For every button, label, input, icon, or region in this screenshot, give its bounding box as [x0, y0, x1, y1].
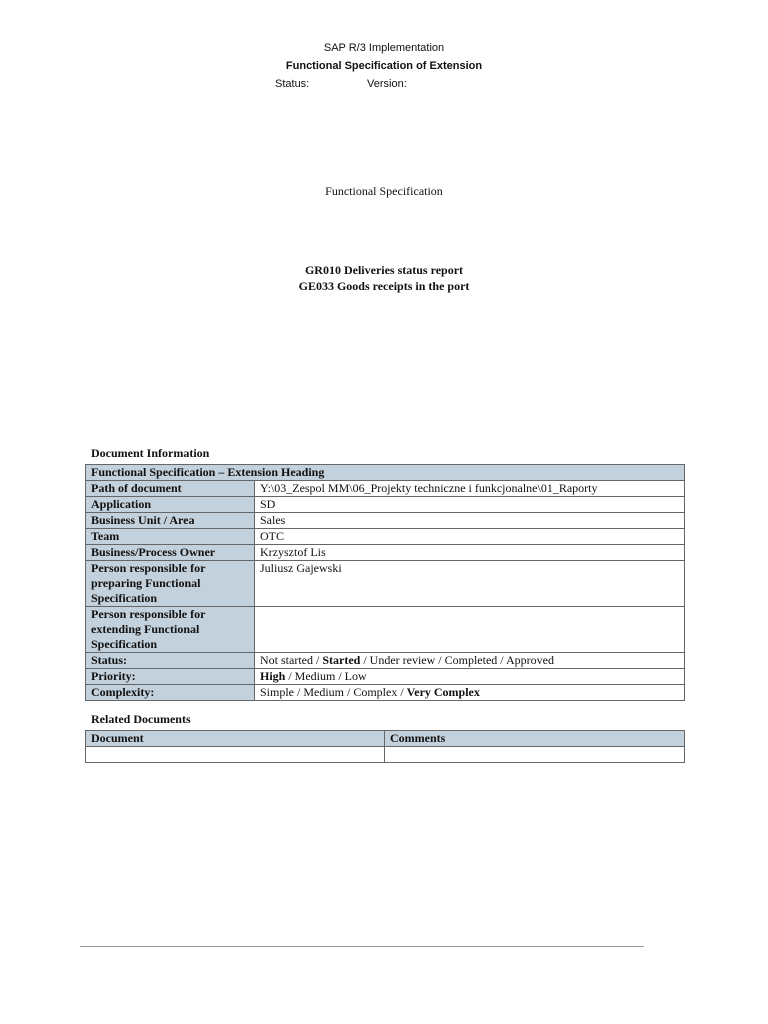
row-key: Business Unit / Area: [86, 513, 255, 529]
row-value: SD: [255, 497, 685, 513]
table-heading: Functional Specification – Extension Heading: [86, 465, 685, 481]
table-cell: [385, 747, 685, 763]
table-header-row: [86, 731, 685, 747]
complexity-options: Simple / Medium / Complex / Very Complex: [255, 685, 685, 701]
row-value: [255, 607, 685, 653]
footer-divider: [80, 946, 644, 947]
column-header-comments: Comments: [385, 731, 685, 747]
table-row: [86, 561, 685, 607]
row-value: OTC: [255, 529, 685, 545]
table-heading-row: [86, 465, 685, 481]
row-value: Juliusz Gajewski: [255, 561, 685, 607]
status-label: Status:: [275, 78, 310, 90]
table-row: [86, 513, 685, 529]
document-information-label: Document Information: [91, 446, 210, 460]
row-key: Status:: [86, 653, 255, 669]
related-documents-label: Related Documents: [91, 712, 191, 726]
selected-complexity: Very Complex: [406, 685, 480, 699]
table-row-status: [86, 653, 685, 669]
version-label: Version:: [367, 78, 407, 90]
related-documents-table: [85, 730, 685, 763]
header-doc-type: Functional Specification of Extension: [285, 60, 483, 72]
table-cell: [86, 747, 385, 763]
table-row: [86, 747, 685, 763]
row-key: Priority:: [86, 669, 255, 685]
table-row: [86, 607, 685, 653]
table-row: [86, 481, 685, 497]
row-key: Complexity:: [86, 685, 255, 701]
subtitle-2: GE033 Goods receipts in the port: [298, 279, 470, 293]
row-key: Team: [86, 529, 255, 545]
subtitle-1: GR010 Deliveries status report: [304, 263, 464, 277]
row-key: Application: [86, 497, 255, 513]
document-information-table: [85, 464, 685, 701]
row-value: Sales: [255, 513, 685, 529]
header-project: SAP R/3 Implementation: [323, 42, 445, 54]
row-key: Business/Process Owner: [86, 545, 255, 561]
table-row-priority: [86, 669, 685, 685]
selected-status: Started: [322, 653, 361, 667]
row-key: Person responsible for preparing Functional Specification: [86, 561, 255, 607]
selected-priority: High: [260, 669, 286, 683]
table-row: [86, 497, 685, 513]
table-row: [86, 545, 685, 561]
row-value: Krzysztof Lis: [255, 545, 685, 561]
status-options: Not started / Started / Under review / Completed / Approved: [255, 653, 685, 669]
table-row-complexity: [86, 685, 685, 701]
page-title: Functional Specification: [325, 184, 443, 198]
table-row: [86, 529, 685, 545]
row-key: Path of document: [86, 481, 255, 497]
row-value: Y:\03_Zespol MM\06_Projekty techniczne i funkcjonalne\01_Raporty: [255, 481, 685, 497]
row-key: Person responsible for extending Functional Specification: [86, 607, 255, 653]
column-header-document: Document: [86, 731, 385, 747]
priority-options: High / Medium / Low: [255, 669, 685, 685]
